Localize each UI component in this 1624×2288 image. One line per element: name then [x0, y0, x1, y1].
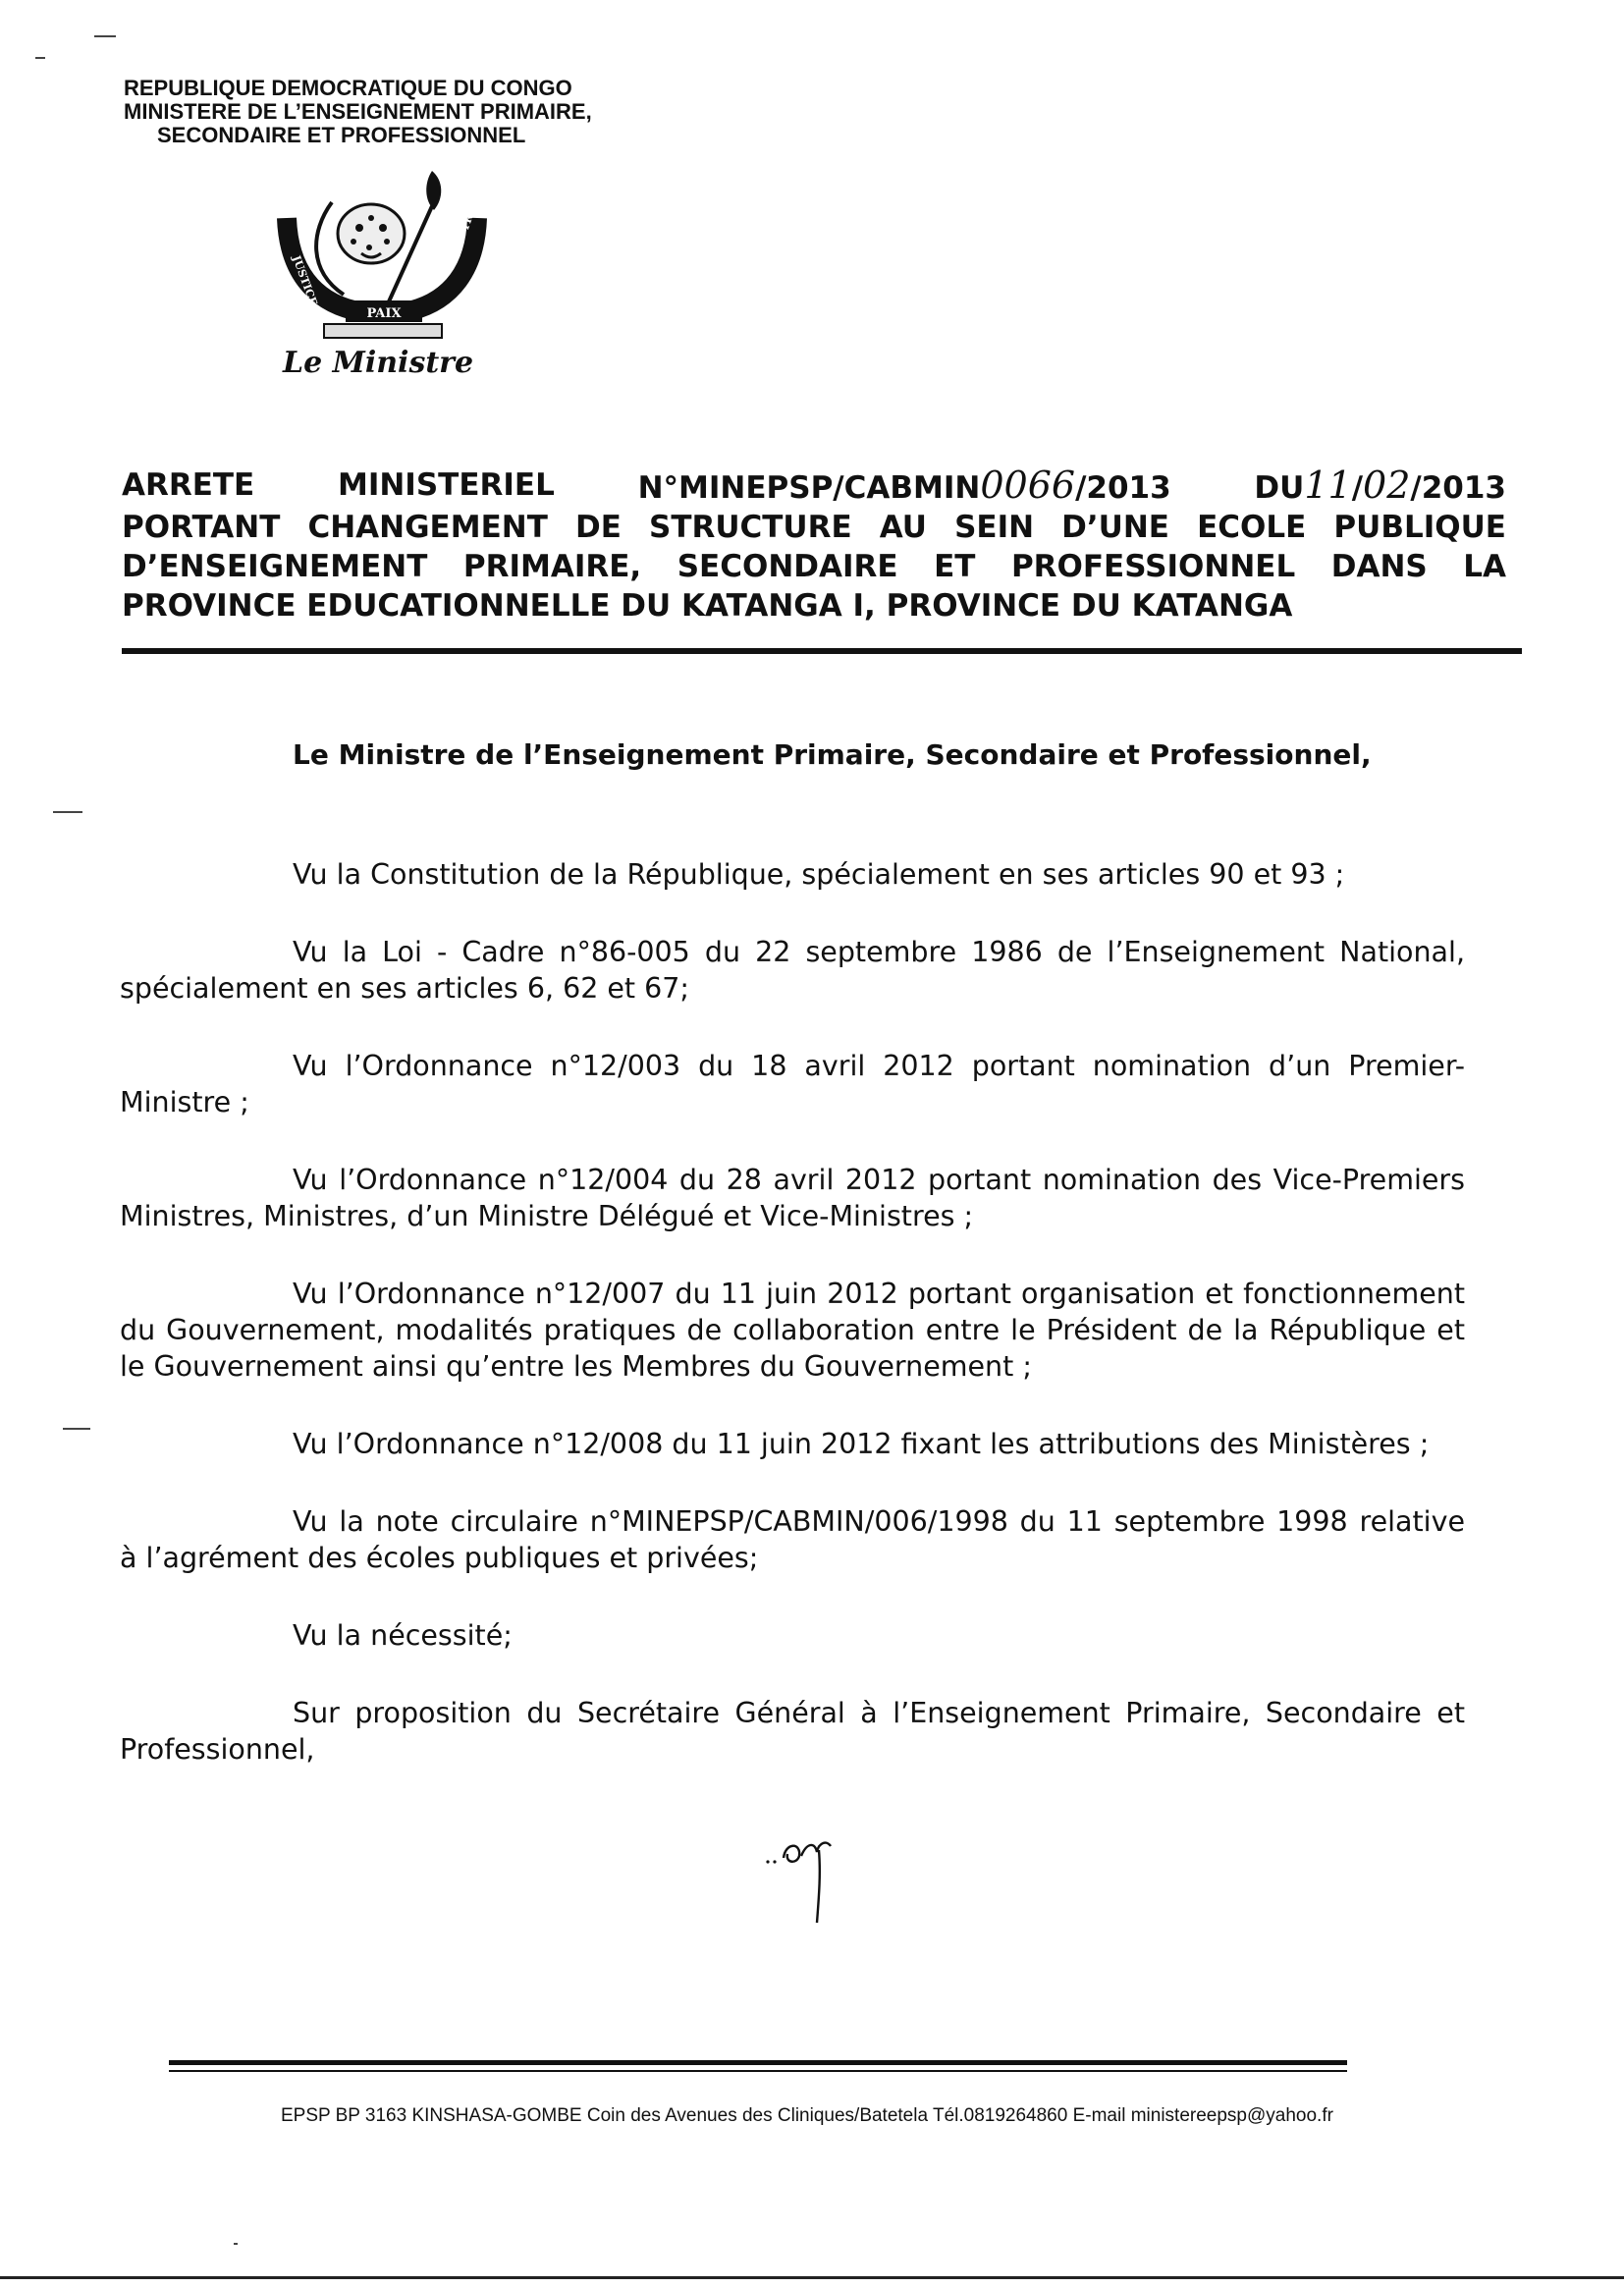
letterhead-ministry-cont: SECONDAIRE ET PROFESSIONNEL	[157, 123, 526, 147]
paragraph-proposition: Sur proposition du Secrétaire Général à l’Enseignement Primaire, Secondaire et Professionnel,	[120, 1697, 1465, 1766]
date-year: /2013	[1410, 470, 1506, 506]
title-word: DE	[574, 510, 622, 545]
title-line-4: PROVINCE EDUCATIONNELLE DU KATANGA I, PROVINCE DU KATANGA	[122, 588, 1293, 624]
title-word: PUBLIQUE	[1333, 510, 1506, 545]
reference-prefix: N°MINEPSP/CABMIN	[637, 470, 981, 506]
title-word: D’ENSEIGNEMENT	[122, 549, 428, 584]
handwritten-initials-icon	[762, 1828, 850, 1927]
paragraph-ordonnance-ministres: Vu l’Ordonnance n°12/004 du 28 avril 2012 portant nomination des Vice-Premiers Ministres, Ministres, d’un Ministre Délégué et Vice-Ministres ;	[120, 1164, 1465, 1232]
title-word: PRIMAIRE,	[462, 549, 642, 584]
footer-address: EPSP BP 3163 KINSHASA-GOMBE Coin des Avenues des Cliniques/Batetela Tél.0819264860 E-mail ministereepsp@yahoo.fr	[281, 2105, 1333, 2126]
minister-heading: Le Ministre de l’Enseignement Primaire, Secondaire et Professionnel,	[293, 738, 1372, 771]
title-word: LA	[1463, 549, 1506, 584]
title-word: SECONDAIRE	[677, 549, 898, 584]
title-word: PORTANT	[122, 510, 281, 545]
letterhead	[124, 77, 732, 147]
date-du: DU	[1254, 470, 1305, 506]
motto-center: PAIX	[366, 306, 402, 321]
paragraph-ordonnance-attributions: Vu l’Ordonnance n°12/008 du 11 juin 2012 fixant les attributions des Ministères ;	[293, 1428, 1430, 1460]
scan-mark	[63, 1428, 90, 1430]
scan-mark	[234, 2243, 238, 2245]
title-word: MINISTERIEL	[337, 467, 555, 503]
title-divider	[122, 648, 1522, 654]
title-line-2	[122, 508, 1506, 547]
date-month-handwritten: 02	[1363, 463, 1411, 507]
page-bottom-edge	[0, 2276, 1624, 2279]
scan-mark	[35, 57, 45, 59]
title-word: PROFESSIONNEL	[1010, 549, 1296, 584]
reference-year: /2013	[1075, 470, 1171, 506]
date-day-handwritten: 11	[1304, 463, 1352, 507]
title-word: DANS	[1330, 549, 1428, 584]
paragraph-constitution: Vu la Constitution de la République, spécialement en ses articles 90 et 93 ;	[293, 858, 1345, 891]
title-line-1	[122, 465, 1506, 508]
reference-number-handwritten: 0066	[980, 463, 1076, 507]
motto-right: TRAVAIL	[458, 178, 489, 234]
title-word: AU	[879, 510, 927, 545]
motto-left: JUSTICE	[290, 253, 320, 308]
paragraph-loi-cadre: Vu la Loi - Cadre n°86-005 du 22 septembre 1986 de l’Enseignement National, spécialement en ses articles 6, 62 et 67;	[120, 936, 1465, 1005]
decree-body	[120, 856, 1465, 1809]
title-word: ET	[934, 549, 976, 584]
footer-divider	[169, 2060, 1347, 2065]
letterhead-country: REPUBLIQUE DEMOCRATIQUE DU CONGO	[124, 76, 572, 100]
scan-mark	[53, 811, 82, 813]
paragraph-note-circulaire: Vu la note circulaire n°MINEPSP/CABMIN/006/1998 du 11 septembre 1998 relative à l’agrément des écoles publiques et privées;	[120, 1505, 1465, 1574]
title-word: D’UNE	[1061, 510, 1169, 545]
letterhead-ministry: MINISTERE DE L’ENSEIGNEMENT PRIMAIRE,	[124, 99, 592, 124]
signature-title: Le Ministre	[283, 346, 474, 380]
decree-title	[122, 465, 1506, 626]
decree-date	[1254, 465, 1506, 508]
paragraph-ordonnance-gouvernement: Vu l’Ordonnance n°12/007 du 11 juin 2012 portant organisation et fonctionnement du Gouvernement, modalités pratiques de collaboration entre le Président de la République et le Gouvernement ainsi qu’entre les Membres du Gouvernement ;	[120, 1278, 1465, 1383]
paragraph-necessite: Vu la nécessité;	[293, 1619, 513, 1652]
title-word: STRUCTURE	[649, 510, 852, 545]
title-word: CHANGEMENT	[307, 510, 548, 545]
title-word: SEIN	[954, 510, 1035, 545]
title-word: ECOLE	[1197, 510, 1307, 545]
title-word: ARRETE	[122, 467, 255, 503]
scan-mark	[94, 35, 116, 37]
title-line-3	[122, 547, 1506, 586]
date-separator: /	[1351, 470, 1364, 506]
paragraph-ordonnance-premier-ministre: Vu l’Ordonnance n°12/003 du 18 avril 2012 portant nomination d’un Premier-Ministre ;	[120, 1050, 1465, 1118]
drc-coat-of-arms-icon	[275, 163, 491, 350]
footer-divider-thin	[169, 2070, 1347, 2072]
decree-reference	[638, 465, 1171, 508]
